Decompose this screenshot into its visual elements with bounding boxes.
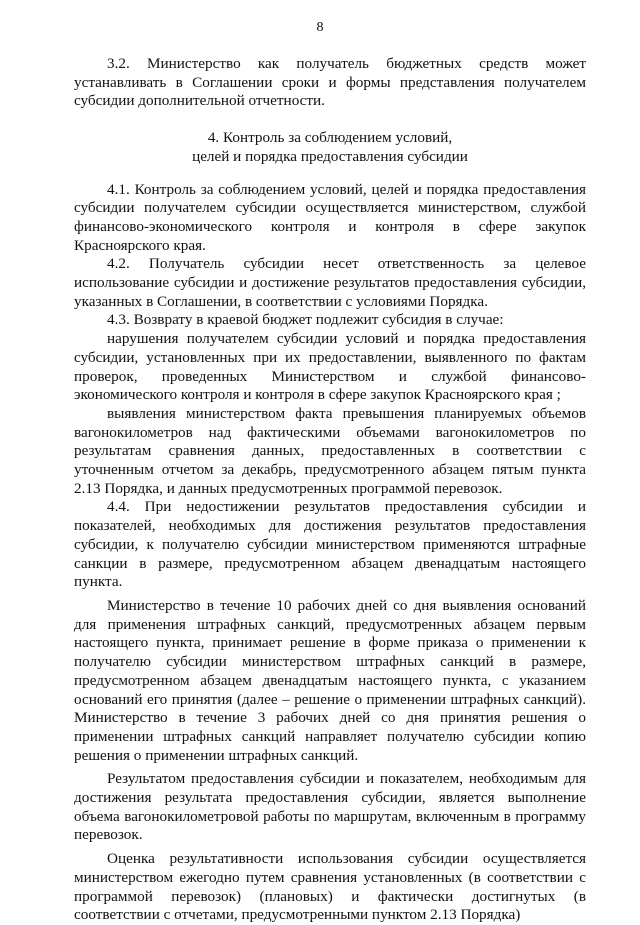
paragraph-4-3-case-2: выявления министерством факта превышения планируемых объемов вагонокилометров над фактическими объемами вагонокилометров по результатам сравнения данных, предоставленных в соответствии с уточненным отчетом за декабрь, предусмотренного абзацем пятым пункта 2.13 Порядка, и данных предусмотренных программой перевозок. bbox=[74, 404, 586, 497]
paragraph-4-3-case-1: нарушения получателем субсидии условий и порядка предоставления субсидии, установленных при их предоставлении, выявленного по фактам проверок, проведенных Министерством и службой финансово-экономического контроля и контроля в сфере закупок Красноярского края ; bbox=[74, 330, 586, 404]
paragraph-ministry-decision: Министерство в течение 10 рабочих дней со дня выявления оснований для применения штрафных санкций, предусмотренных абзацем первым настоящего пункта, принимает решение в форме приказа о применении к получателю субсидии министерством штрафных санкций в размере, предусмотренном абзацем двенадцатым настоящего пункта, с указанием оснований его принятия (далее – решение о применении штрафных санкций). Министерство в течение 3 рабочих дней со дня принятия решения о применении штрафных санкций направляет получателю субсидии копию решения о применении штрафных санкций. bbox=[74, 596, 586, 764]
paragraph-4-4: 4.4. При недостижении результатов предоставления субсидии и показателей, необходимых для достижения результатов предоставления субсидии, к получателю субсидии министерством применяются штрафные санкции в размере, предусмотренном абзацем двенадцатым настоящего пункта. bbox=[74, 498, 586, 591]
paragraph-4-3: 4.3. Возврату в краевой бюджет подлежит субсидия в случае: bbox=[107, 311, 504, 329]
paragraph-result: Результатом предоставления субсидии и показателем, необходимым для достижения результата предоставления субсидии, является выполнение объема вагонокилометровой работы по маршрутам, включенным в программу перевозок. bbox=[74, 770, 586, 844]
paragraph-4-1: 4.1. Контроль за соблюдением условий, целей и порядка предоставления субсидии получателем субсидии осуществляется министерством, службой финансово-экономического контроля и контроля в сфере закупок Красноярского края. bbox=[74, 180, 586, 254]
paragraph-evaluation: Оценка результативности использования субсидии осуществляется министерством ежегодно путем сравнения установленных (в соответствии с программой перевозок) (плановых) и фактически достигнутых (в соответствии с отчетами, предусмотренными пунктом 2.13 Порядка) bbox=[74, 850, 586, 924]
document-body bbox=[74, 55, 586, 925]
page-number: 8 bbox=[316, 20, 324, 35]
spacer bbox=[74, 167, 586, 181]
spacer bbox=[74, 111, 586, 129]
section-heading-line-2: целей и порядка предоставления субсидии bbox=[192, 147, 468, 165]
paragraph-4-2: 4.2. Получатель субсидии несет ответственность за целевое использование субсидии и достижение результатов предоставления субсидии, указанных в Соглашении, в соответствии с условиями Порядка. bbox=[74, 255, 586, 310]
paragraph-3-2: 3.2. Министерство как получатель бюджетных средств может устанавливать в Соглашении сроки и формы представления получателем субсидии дополнительной отчетности. bbox=[74, 55, 586, 110]
section-heading-line-1: 4. Контроль за соблюдением условий, bbox=[207, 129, 453, 147]
